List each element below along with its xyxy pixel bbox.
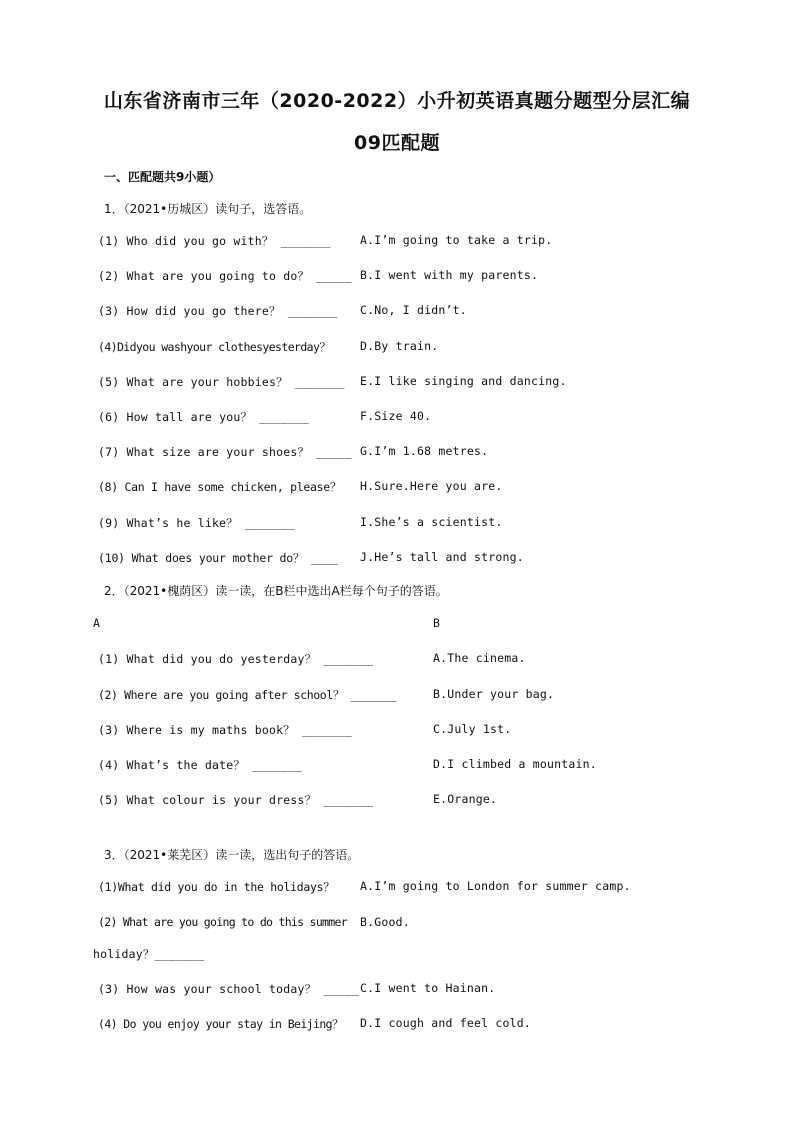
q1-question-2: (2) What are you going to do？ _____ [98,269,352,283]
q1-question-5: (5) What are your hobbies？ _______ [98,375,345,389]
q1-question-6: (6) How tall are you？ _______ [98,410,310,424]
q3-answer-a: A.I’m going to London for summer camp. [360,879,631,893]
q2-question-2: (2) Where are you going after school？ _______ [98,688,397,702]
q2-question-1: (1) What did you do yesterday？ _______ [98,652,374,666]
q1-answer-i: I.She’s a scientist. [360,515,503,529]
q2-answer-c: C.July 1st. [433,722,512,736]
q2-column-b-header: B [433,616,441,630]
q3-question-3: (3) How was your school today？ _____ [98,982,360,996]
q1-question-1: (1) Who did you go with？ _______ [98,234,331,248]
q1-answer-g: G.I’m 1.68 metres. [360,444,489,458]
q1-answer-c: C.No, I didn’t. [360,303,467,317]
section-heading: 一、匹配题共9小题） [104,170,221,184]
question-1-stem: 1．（2021•历城区）读句子，选答语。 [104,202,312,216]
page-title: 山东省济南市三年（2020-2022）小升初英语真题分题型分层汇编 [103,90,691,112]
q1-question-4: (4)Didyou washyour clothesyesterday？ [98,340,331,354]
q3-answer-c: C.I went to Hainan. [360,981,496,995]
q3-question-2-continued: holiday？_______ [93,947,205,961]
q2-question-3: (3) Where is my maths book？ _______ [98,723,352,737]
q1-question-3: (3) How did you go there？ _______ [98,304,338,318]
question-3-stem: 3．（2021•莱芜区）读一读，选出句子的答语。 [104,848,360,862]
q2-answer-e: E.Orange. [433,792,498,806]
q1-answer-j: J.He’s tall and strong. [360,550,524,564]
q1-answer-f: F.Size 40. [360,409,432,423]
q1-question-7: (7) What size are your shoes？ _____ [98,445,352,459]
q3-question-4: (4) Do you enjoy your stay in Beijing？ [98,1017,343,1031]
q2-answer-a: A.The cinema. [433,651,526,665]
q2-column-a-header: A [93,616,101,630]
question-2-stem: 2．（2021•槐荫区）读一读，在B栏中选出A栏每个句子的答语。 [104,584,448,598]
q2-answer-d: D.I climbed a mountain. [433,757,597,771]
q1-answer-d: D.By train. [360,339,439,353]
q3-question-1: (1)What did you do in the holidays？ [98,880,335,894]
q2-answer-b: B.Under your bag. [433,687,555,701]
q1-answer-h: H.Sure.Here you are. [360,479,503,493]
q3-answer-d: D.I cough and feel cold. [360,1016,531,1030]
q1-answer-e: E.I like singing and dancing. [360,374,567,388]
q1-answer-b: B.I went with my parents. [360,268,539,282]
page-subtitle: 09匹配题 [354,132,440,154]
q2-question-5: (5) What colour is your dress？ _______ [98,793,374,807]
q3-question-2: (2) What are you going to do this summer [98,915,347,929]
q1-question-10: (10) What does your mother do？ ____ [98,551,338,565]
q3-answer-b: B.Good. [360,915,410,929]
q1-answer-a: A.I’m going to take a trip. [360,233,553,247]
q1-question-9: (9) What’s he like？ _______ [98,516,295,530]
q2-question-4: (4) What’s the date？ _______ [98,758,303,772]
q1-question-8: (8) Can I have some chicken, please？ [98,480,342,494]
